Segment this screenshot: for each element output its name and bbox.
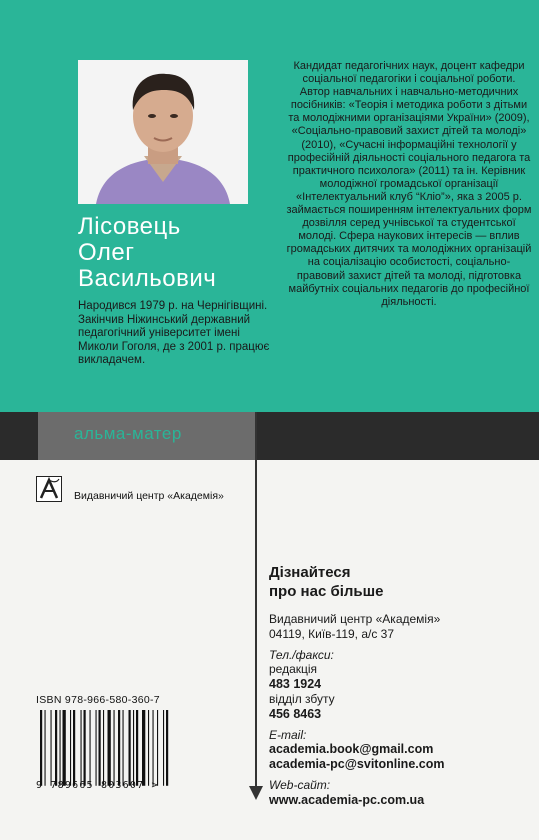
learn-more-line1: Дізнайтеся [269,564,351,581]
email-label: E-mail: [269,727,307,742]
barcode-bar [40,710,42,786]
barcode-bar [96,710,97,786]
barcode-bar [133,710,134,786]
barcode-bar [81,710,82,786]
contacts-address: 04119, Київ-119, а/с 37 [269,626,395,641]
sales-label: відділ збуту [269,691,335,706]
barcode-bar [60,710,61,786]
sales-phone: 456 8463 [269,706,322,721]
barcode-bar [123,710,124,786]
barcode-bar [166,710,168,786]
barcode-bar [148,710,149,786]
barcode-bar [84,710,86,786]
barcode-bar [157,710,158,786]
author-name [78,214,278,292]
barcode-bar [70,710,71,786]
barcode-bar [108,710,111,786]
publisher-logo-icon [36,476,62,502]
author-bio: Народився 1979 р. на Чернігівщині. Закінчив Ніжинський державний педагогічний університет імені Миколи Гоголя, де з 2001 р. працює викладачем. [78,300,270,366]
author-patronymic: Васильович [78,265,217,292]
contacts-org: Видавничий центр «Академія» [269,612,441,626]
author-photo [78,60,248,204]
barcode-bar [63,710,66,786]
editorial-label: редакція [269,662,318,677]
divider-line [255,412,257,790]
barcode-bar [51,710,52,786]
barcode-bar [114,710,115,786]
series-title: альма-матер [74,424,182,443]
barcode-bar [118,710,120,786]
barcode-bar [153,710,154,786]
barcode-bar [73,710,75,786]
email-link-2[interactable]: academia-pc@svitonline.com [269,757,445,772]
barcode-bar [129,710,131,786]
learn-more-line2: про нас більше [269,583,384,600]
contacts-block [269,612,529,808]
web-label: Web-сайт: [269,777,331,792]
barcode [36,710,208,788]
barcode-bar [136,710,138,786]
publisher-name: Видавничий центр «Академія» [74,490,224,502]
barcode-bar [45,710,46,786]
barcode-bar [103,710,104,786]
barcode-digits: 9 789665 803607 > [36,780,159,791]
learn-more-heading [269,563,384,601]
arrow-down-icon [249,786,263,800]
barcode-bar [142,710,145,786]
barcode-bar [163,710,164,786]
author-surname: Лісовець [78,213,181,240]
email-link-1[interactable]: academia.book@gmail.com [269,742,434,757]
phone-label: Тел./факси: [269,647,334,662]
editorial-phone: 483 1924 [269,677,322,692]
web-link[interactable]: www.academia-pc.com.ua [269,792,425,807]
barcode-bar [55,710,57,786]
barcode-bar [99,710,101,786]
barcode-bar [90,710,91,786]
author-about: Кандидат педагогічних наук, доцент кафедри соціальної педагогіки і соціальної роботи. Автор навчальних і навчально-методичних посібників: «Теорія і методика роботи з дітьми та молодіжними організаціями України» (2009), «Соціально-правовий захист дітей та молоді» (2010), «Сучасні інформаційні технології у професійній діяльності соціального педагога та практичного психолога» (2011) та ін. Керівник молодіжної громадської організації «Інтелектуальний клуб “Кліо”», яка з 2005 р. займається поширенням інтелектуальних форм дозвілля серед учнівської та студентської молоді. Сфера наукових інтересів — вплив громадських дитячих та молодіжних організацій на соціалізацію особистості, соціально-правовий захист дітей та молоді, підготовка майбутніх соціальних педагогів до професійної діяльності. [286,60,532,308]
author-first-name: Олег [78,239,135,266]
isbn: ISBN 978-966-580-360-7 [36,694,160,706]
